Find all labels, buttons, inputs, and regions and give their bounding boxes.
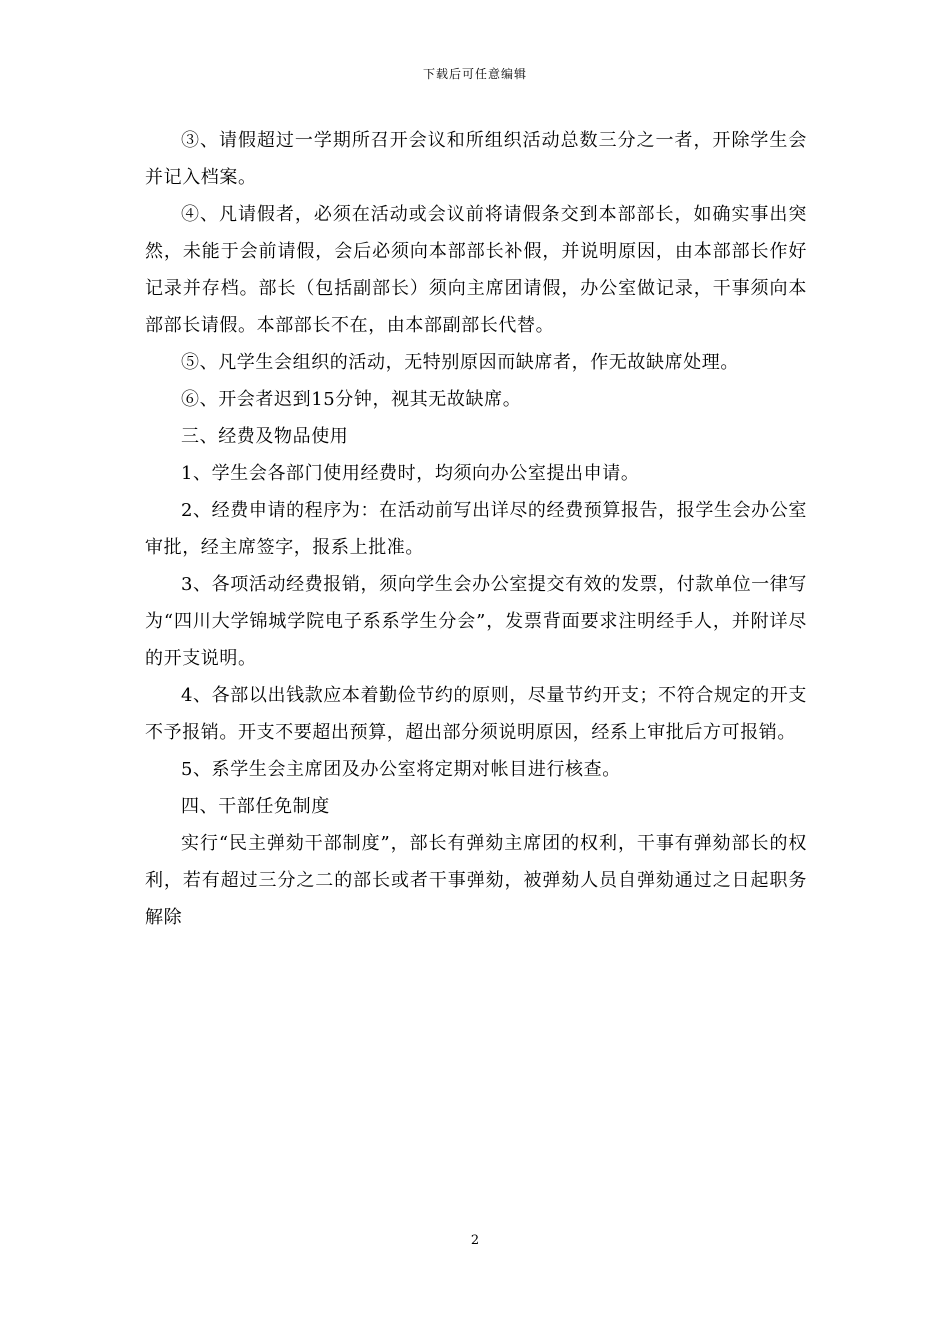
paragraph-leave-limit: ③、请假超过一学期所召开会议和所组织活动总数三分之一者，开除学生会并记入档案。: [145, 130, 807, 188]
document-body: [145, 122, 807, 936]
page-number: 2: [470, 1233, 480, 1248]
paragraph-audit: 5、系学生会主席团及办公室将定期对帐目进行核查。: [181, 759, 621, 780]
paragraph-frugality: 4、各部以出钱款应本着勤俭节约的原则，尽量节约开支；不符合规定的开支不予报销。开支不要超出预算，超出部分须说明原因，经系上审批后方可报销。: [145, 685, 807, 743]
section-heading-funds: 三、经费及物品使用: [181, 426, 349, 447]
paragraph-funds-application: 1、学生会各部门使用经费时，均须向办公室提出申请。: [181, 463, 640, 484]
paragraph-impeachment: 实行“民主弹劾干部制度”，部长有弹劾主席团的权利，干事有弹劾部长的权利，若有超过三分之二的部长或者干事弹劾，被弹劾人员自弹劾通过之日起职务解除: [145, 833, 807, 928]
paragraph-funds-procedure: 2、经费申请的程序为：在活动前写出详尽的经费预算报告，报学生会办公室审批，经主席签字，报系上批准。: [145, 500, 807, 558]
paragraph-leave-procedure: ④、凡请假者，必须在活动或会议前将请假条交到本部部长，如确实事出突然，未能于会前请假，会后必须向本部部长补假，并说明原因，由本部部长作好记录并存档。部长（包括副部长）须向主席团请假，办公室做记录，干事须向本部部长请假。本部部长不在，由本部副部长代替。: [145, 204, 807, 336]
page-header-note: 下载后可任意编辑: [422, 67, 527, 81]
paragraph-reimbursement: 3、各项活动经费报销，须向学生会办公室提交有效的发票，付款单位一律写为“四川大学锦城学院电子系系学生分会”，发票背面要求注明经手人，并附详尽的开支说明。: [145, 574, 807, 669]
paragraph-absence: ⑤、凡学生会组织的活动，无特别原因而缺席者，作无故缺席处理。: [181, 352, 739, 373]
paragraph-lateness: ⑥、开会者迟到15分钟，视其无故缺席。: [181, 389, 522, 410]
section-heading-cadre: 四、干部任免制度: [181, 796, 330, 817]
